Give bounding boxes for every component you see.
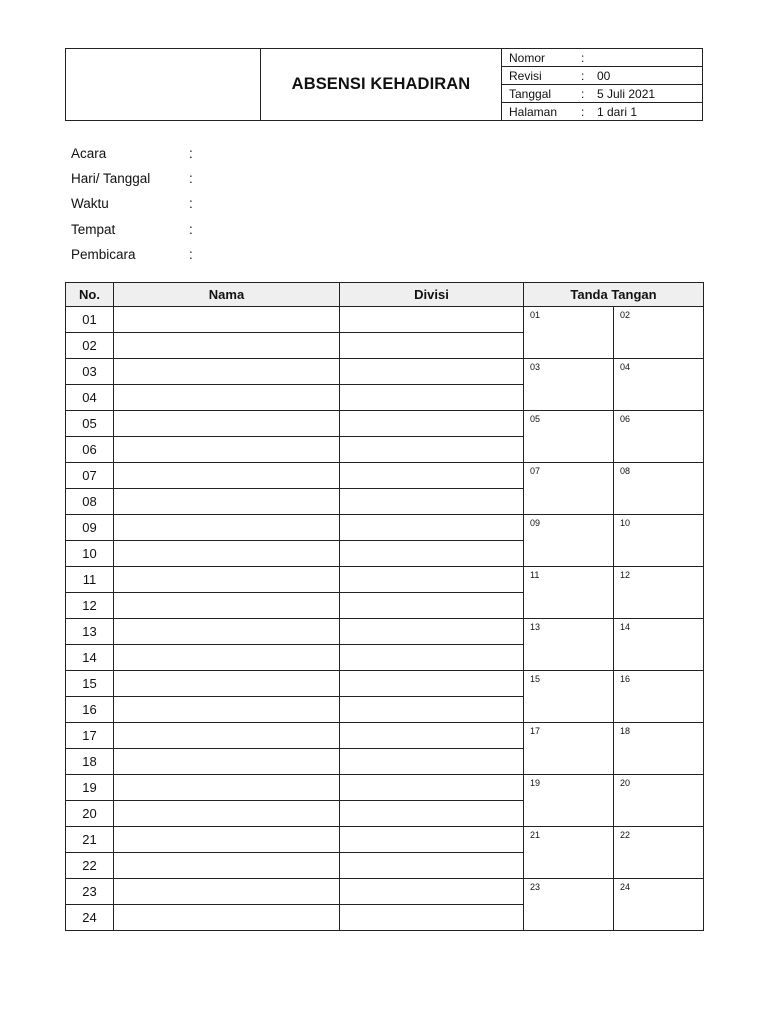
meta-value: 1 dari 1 — [597, 104, 638, 119]
row-number: 14 — [66, 645, 114, 671]
signature-cell[interactable]: 19 — [524, 775, 614, 827]
nama-cell[interactable] — [114, 359, 340, 385]
signature-cell[interactable]: 24 — [614, 879, 704, 931]
row-number: 03 — [66, 359, 114, 385]
nama-cell[interactable] — [114, 567, 340, 593]
nama-cell[interactable] — [114, 619, 340, 645]
row-number: 16 — [66, 697, 114, 723]
nama-cell[interactable] — [114, 489, 340, 515]
row-number: 19 — [66, 775, 114, 801]
info-row-pembicara — [71, 242, 199, 267]
row-number: 23 — [66, 879, 114, 905]
divisi-cell[interactable] — [340, 619, 524, 645]
info-colon: : — [189, 146, 193, 162]
signature-cell[interactable]: 14 — [614, 619, 704, 671]
table-row — [66, 775, 704, 801]
divisi-cell[interactable] — [340, 827, 524, 853]
divisi-cell[interactable] — [340, 437, 524, 463]
divisi-cell[interactable] — [340, 905, 524, 931]
signature-cell[interactable]: 23 — [524, 879, 614, 931]
meta-colon: : — [581, 104, 585, 119]
divisi-cell[interactable] — [340, 879, 524, 905]
info-row-tempat — [71, 217, 199, 242]
table-row — [66, 671, 704, 697]
info-row-waktu — [71, 191, 199, 216]
table-row — [66, 723, 704, 749]
info-colon: : — [189, 196, 193, 212]
meta-value: 00 — [597, 68, 611, 83]
signature-cell[interactable]: 08 — [614, 463, 704, 515]
nama-cell[interactable] — [114, 411, 340, 437]
meta-colon: : — [581, 86, 585, 101]
document-meta — [502, 49, 702, 120]
signature-cell[interactable]: 16 — [614, 671, 704, 723]
info-label: Waktu — [71, 196, 109, 212]
divisi-cell[interactable] — [340, 307, 524, 333]
divisi-cell[interactable] — [340, 801, 524, 827]
info-label: Pembicara — [71, 246, 136, 262]
signature-cell[interactable]: 10 — [614, 515, 704, 567]
info-row-acara — [71, 141, 199, 166]
signature-cell[interactable]: 03 — [524, 359, 614, 411]
divisi-cell[interactable] — [340, 463, 524, 489]
event-info — [71, 141, 199, 267]
nama-cell[interactable] — [114, 671, 340, 697]
table-header-row — [66, 283, 704, 307]
divisi-cell[interactable] — [340, 645, 524, 671]
signature-cell[interactable]: 07 — [524, 463, 614, 515]
signature-cell[interactable]: 22 — [614, 827, 704, 879]
header-tanda-tangan: Tanda Tangan — [524, 283, 704, 307]
row-number: 06 — [66, 437, 114, 463]
table-row — [66, 879, 704, 905]
meta-label: Halaman — [509, 104, 558, 119]
divisi-cell[interactable] — [340, 697, 524, 723]
signature-cell[interactable]: 21 — [524, 827, 614, 879]
row-number: 13 — [66, 619, 114, 645]
divisi-cell[interactable] — [340, 593, 524, 619]
divisi-cell[interactable] — [340, 333, 524, 359]
nama-cell[interactable] — [114, 697, 340, 723]
row-number: 12 — [66, 593, 114, 619]
signature-cell[interactable]: 09 — [524, 515, 614, 567]
signature-cell[interactable]: 17 — [524, 723, 614, 775]
row-number: 10 — [66, 541, 114, 567]
row-number: 07 — [66, 463, 114, 489]
nama-cell[interactable] — [114, 437, 340, 463]
info-colon: : — [189, 246, 193, 262]
meta-value: 5 Juli 2021 — [597, 86, 656, 101]
nama-cell[interactable] — [114, 385, 340, 411]
table-row — [66, 359, 704, 385]
nama-cell[interactable] — [114, 463, 340, 489]
divisi-cell[interactable] — [340, 853, 524, 879]
table-row — [66, 619, 704, 645]
info-label: Tempat — [71, 221, 116, 237]
row-number: 20 — [66, 801, 114, 827]
row-number: 11 — [66, 567, 114, 593]
signature-cell[interactable]: 05 — [524, 411, 614, 463]
meta-label: Tanggal — [509, 86, 552, 101]
divisi-cell[interactable] — [340, 723, 524, 749]
nama-cell[interactable] — [114, 749, 340, 775]
row-number: 04 — [66, 385, 114, 411]
table-body — [66, 307, 704, 931]
row-number: 15 — [66, 671, 114, 697]
meta-colon: : — [581, 50, 585, 65]
nama-cell[interactable] — [114, 853, 340, 879]
signature-cell[interactable]: 20 — [614, 775, 704, 827]
row-number: 08 — [66, 489, 114, 515]
divisi-cell[interactable] — [340, 489, 524, 515]
info-colon: : — [189, 171, 193, 187]
divisi-cell[interactable] — [340, 385, 524, 411]
header-nama: Nama — [114, 283, 340, 307]
divisi-cell[interactable] — [340, 411, 524, 437]
table-row — [66, 567, 704, 593]
signature-cell[interactable]: 06 — [614, 411, 704, 463]
nama-cell[interactable] — [114, 593, 340, 619]
document-header — [65, 48, 703, 121]
signature-cell[interactable]: 15 — [524, 671, 614, 723]
nama-cell[interactable] — [114, 879, 340, 905]
divisi-cell[interactable] — [340, 671, 524, 697]
signature-cell[interactable]: 11 — [524, 567, 614, 619]
row-number: 17 — [66, 723, 114, 749]
nama-cell[interactable] — [114, 515, 340, 541]
meta-row-halaman — [502, 103, 702, 120]
divisi-cell[interactable] — [340, 749, 524, 775]
info-colon: : — [189, 221, 193, 237]
divisi-cell[interactable] — [340, 541, 524, 567]
table-row — [66, 307, 704, 333]
row-number: 09 — [66, 515, 114, 541]
row-number: 18 — [66, 749, 114, 775]
row-number: 02 — [66, 333, 114, 359]
nama-cell[interactable] — [114, 307, 340, 333]
nama-cell[interactable] — [114, 801, 340, 827]
signature-cell[interactable]: 12 — [614, 567, 704, 619]
info-label: Hari/ Tanggal — [71, 171, 151, 187]
table-row — [66, 827, 704, 853]
table-row — [66, 515, 704, 541]
nama-cell[interactable] — [114, 333, 340, 359]
row-number: 21 — [66, 827, 114, 853]
meta-row-tanggal — [502, 85, 702, 103]
nama-cell[interactable] — [114, 723, 340, 749]
divisi-cell[interactable] — [340, 775, 524, 801]
row-number: 01 — [66, 307, 114, 333]
divisi-cell[interactable] — [340, 515, 524, 541]
signature-cell[interactable]: 01 — [524, 307, 614, 359]
nama-cell[interactable] — [114, 645, 340, 671]
meta-label: Revisi — [509, 68, 542, 83]
logo-area — [66, 49, 261, 120]
info-row-hari-tanggal — [71, 166, 199, 191]
attendance-table — [65, 282, 704, 931]
divisi-cell[interactable] — [340, 567, 524, 593]
meta-row-nomor — [502, 49, 702, 67]
signature-cell[interactable]: 18 — [614, 723, 704, 775]
meta-label: Nomor — [509, 50, 546, 65]
info-label: Acara — [71, 146, 107, 162]
divisi-cell[interactable] — [340, 359, 524, 385]
table-row — [66, 463, 704, 489]
signature-cell[interactable]: 04 — [614, 359, 704, 411]
nama-cell[interactable] — [114, 541, 340, 567]
nama-cell[interactable] — [114, 905, 340, 931]
header-no: No. — [66, 283, 114, 307]
signature-cell[interactable]: 13 — [524, 619, 614, 671]
meta-colon: : — [581, 68, 585, 83]
document-title: ABSENSI KEHADIRAN — [261, 49, 502, 120]
nama-cell[interactable] — [114, 775, 340, 801]
meta-row-revisi — [502, 67, 702, 85]
table-row — [66, 411, 704, 437]
row-number: 24 — [66, 905, 114, 931]
header-divisi: Divisi — [340, 283, 524, 307]
row-number: 05 — [66, 411, 114, 437]
signature-cell[interactable]: 02 — [614, 307, 704, 359]
nama-cell[interactable] — [114, 827, 340, 853]
row-number: 22 — [66, 853, 114, 879]
